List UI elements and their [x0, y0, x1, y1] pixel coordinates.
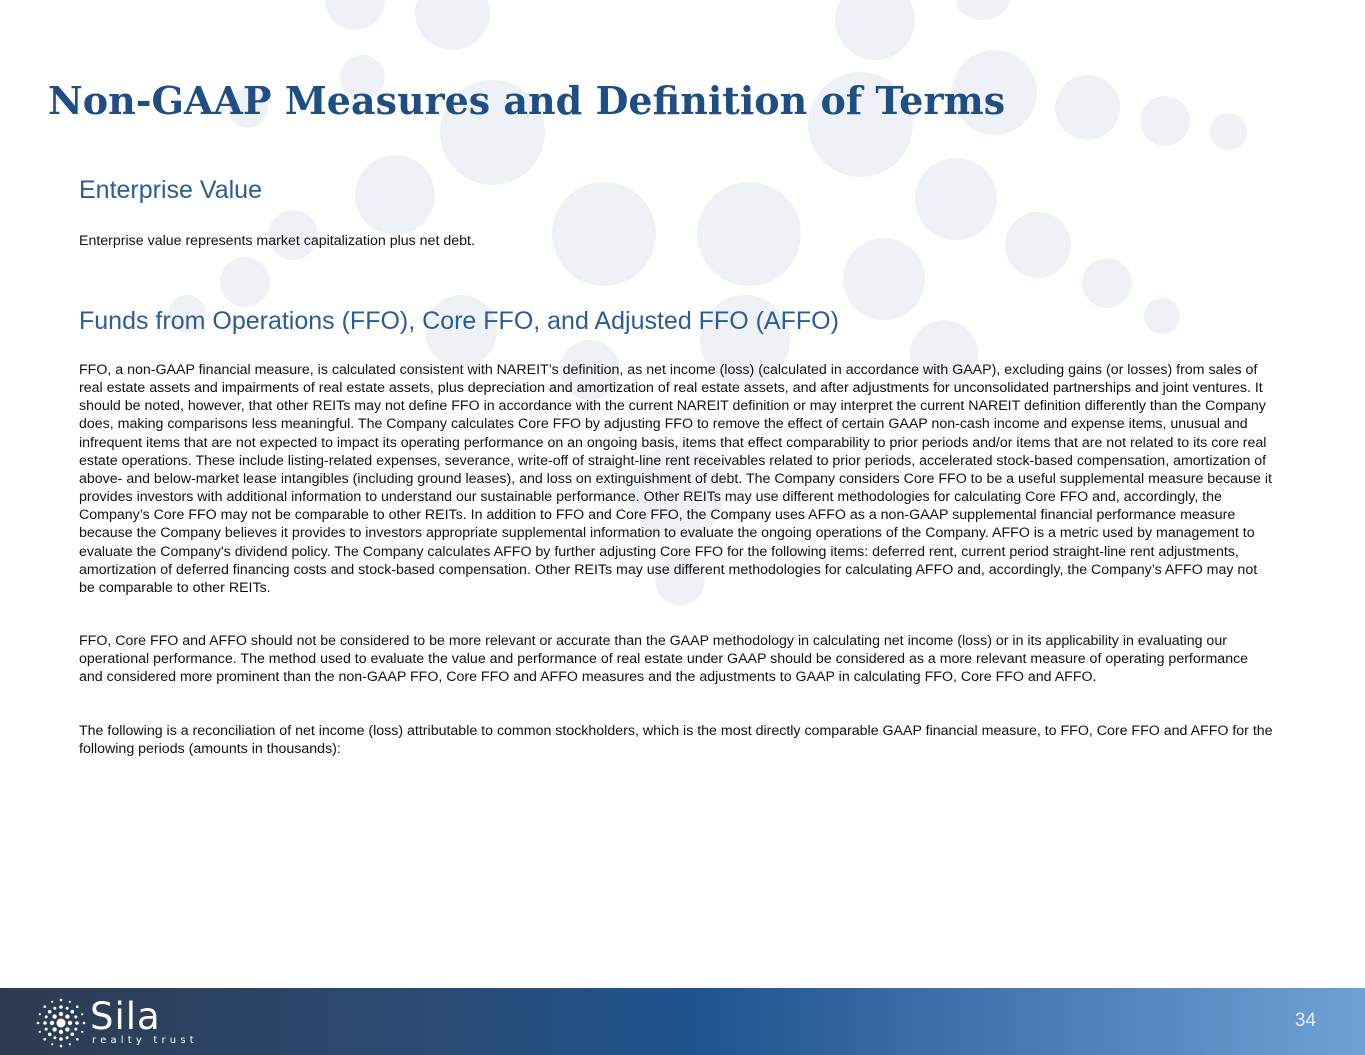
section-heading-ffo: Funds from Operations (FFO), Core FFO, and Adjusted FFO (AFFO)	[79, 307, 839, 335]
page-number: 34	[1294, 1010, 1316, 1031]
logo-wordmark: Sila	[90, 995, 161, 1038]
logo-tagline: realty trust	[92, 1035, 198, 1046]
ffo-definition-paragraph: FFO, a non-GAAP financial measure, is calculated consistent with NAREIT’s definition, as net income (loss) (calculated in accordance with GAAP), excluding gains (or losses) from sales of real estate assets and impairments of real estate assets, plus depreciation and amortization of real estate assets, and after adjustments for unconsolidated partnerships and joint ventures. It should be noted, however, that other REITs may not define FFO in accordance with the current NAREIT definition or may interpret the current NAREIT definition differently than the Company does, making comparisons less meaningful. The Company calculates Core FFO by adjusting FFO to remove the effect of certain GAAP non-cash income and expense items, unusual and infrequent items that are not expected to impact its operating performance on an ongoing basis, items that effect comparability to prior periods and/or items that are not related to its core real estate operations. These include listing-related expenses, severance, write-off of straight-line rent receivables related to prior periods, accelerated stock-based compensation, amortization of above- and below-market lease intangibles (including ground leases), and loss on extinguishment of debt. The Company considers Core FFO to be a useful supplemental measure because it provides investors with additional information to understand our sustainable performance. Other REITs may use different methodologies for calculating Core FFO and, accordingly, the Company’s Core FFO may not be comparable to other REITs. In addition to FFO and Core FFO, the Company uses AFFO as a non-GAAP supplemental financial performance measure because the Company believes it provides to investors appropriate supplemental information to evaluate the ongoing operations of the Company. AFFO is a metric used by management to evaluate the Company's dividend policy. The Company calculates AFFO by further adjusting Core FFO for the following items: deferred rent, current period straight-line rent adjustments, amortization of deferred financing costs and stock-based compensation. Other REITs may use different methodologies for calculating AFFO and, accordingly, the Company’s AFFO may not be comparable to other REITs.	[79, 362, 1272, 596]
section-heading-enterprise-value: Enterprise Value	[79, 176, 262, 204]
reconciliation-intro-paragraph: The following is a reconciliation of net income (loss) attributable to common stockholders, which is the most directly comparable GAAP financial measure, to FFO, Core FFO and AFFO for the following periods (amounts in thousands):	[79, 723, 1273, 758]
footer-bar	[0, 988, 1365, 1055]
ffo-relevance-paragraph: FFO, Core FFO and AFFO should not be considered to be more relevant or accurate than the GAAP methodology in calculating net income (loss) or in its applicability in evaluating our operational performance. The method used to evaluate the value and performance of real estate under GAAP should be considered as a more relevant measure of operating performance and considered more prominent than the non-GAAP FFO, Core FFO and AFFO measures and the adjustments to GAAP in calculating FFO, Core FFO and AFFO.	[79, 633, 1249, 686]
page-title: Non-GAAP Measures and Definition of Terms	[48, 78, 1006, 123]
sunburst-logo-icon	[34, 996, 88, 1050]
enterprise-value-definition: Enterprise value represents market capitalization plus net debt.	[79, 233, 475, 249]
company-logo	[34, 995, 198, 1050]
